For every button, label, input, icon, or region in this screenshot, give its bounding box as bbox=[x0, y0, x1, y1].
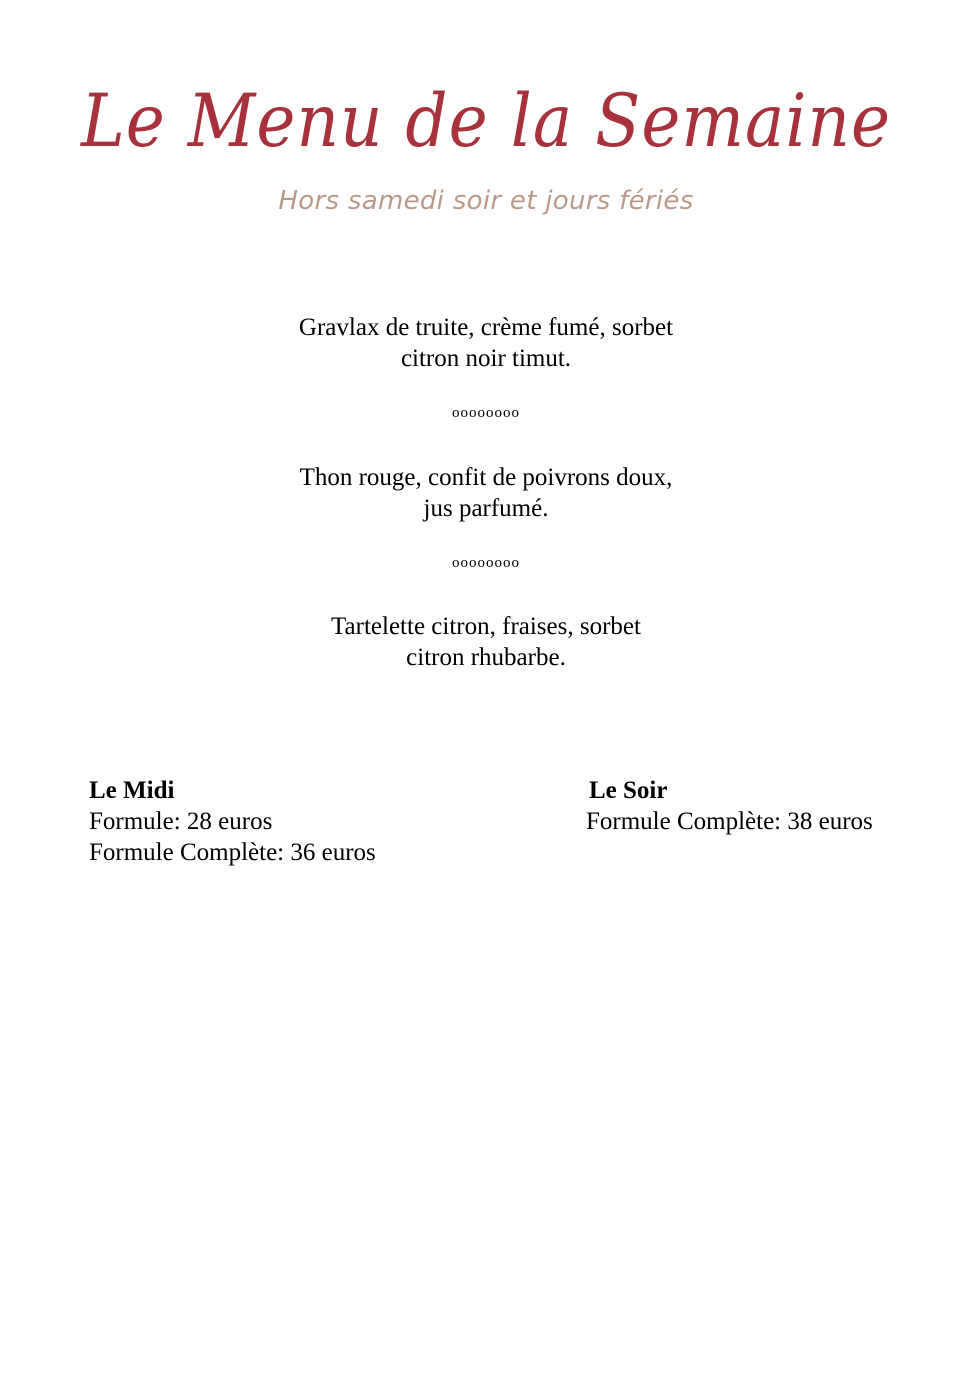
price-block-midi bbox=[89, 775, 376, 868]
course-list bbox=[0, 312, 972, 673]
course-starter-line1: Gravlax de truite, crème fumé, sorbet bbox=[298, 314, 674, 341]
price-line: Formule: 28 euros bbox=[89, 808, 273, 835]
menu-title: Le Menu de la Semaine bbox=[80, 79, 892, 164]
course-starter bbox=[0, 312, 972, 374]
price-line: Formule Complète: 36 euros bbox=[89, 839, 376, 866]
course-separator: oooooooo bbox=[452, 555, 520, 571]
menu-header bbox=[0, 72, 972, 218]
price-line: Formule Complète: 38 euros bbox=[586, 808, 873, 835]
course-separator: oooooooo bbox=[452, 405, 520, 421]
price-title-midi: Le Midi bbox=[89, 777, 175, 804]
course-dessert-line1: Tartelette citron, fraises, sorbet bbox=[331, 613, 641, 640]
price-block-soir bbox=[586, 775, 873, 837]
course-dessert bbox=[0, 611, 972, 673]
course-starter-line2: citron noir timut. bbox=[400, 345, 572, 372]
menu-subtitle: Hors samedi soir et jours fériés bbox=[278, 186, 694, 216]
price-title-soir: Le Soir bbox=[589, 777, 668, 804]
course-dessert-line2: citron rhubarbe. bbox=[406, 644, 566, 671]
course-main-line1: Thon rouge, confit de poivrons doux, bbox=[299, 464, 673, 491]
course-main-line2: jus parfumé. bbox=[423, 495, 549, 522]
course-main bbox=[0, 462, 972, 524]
